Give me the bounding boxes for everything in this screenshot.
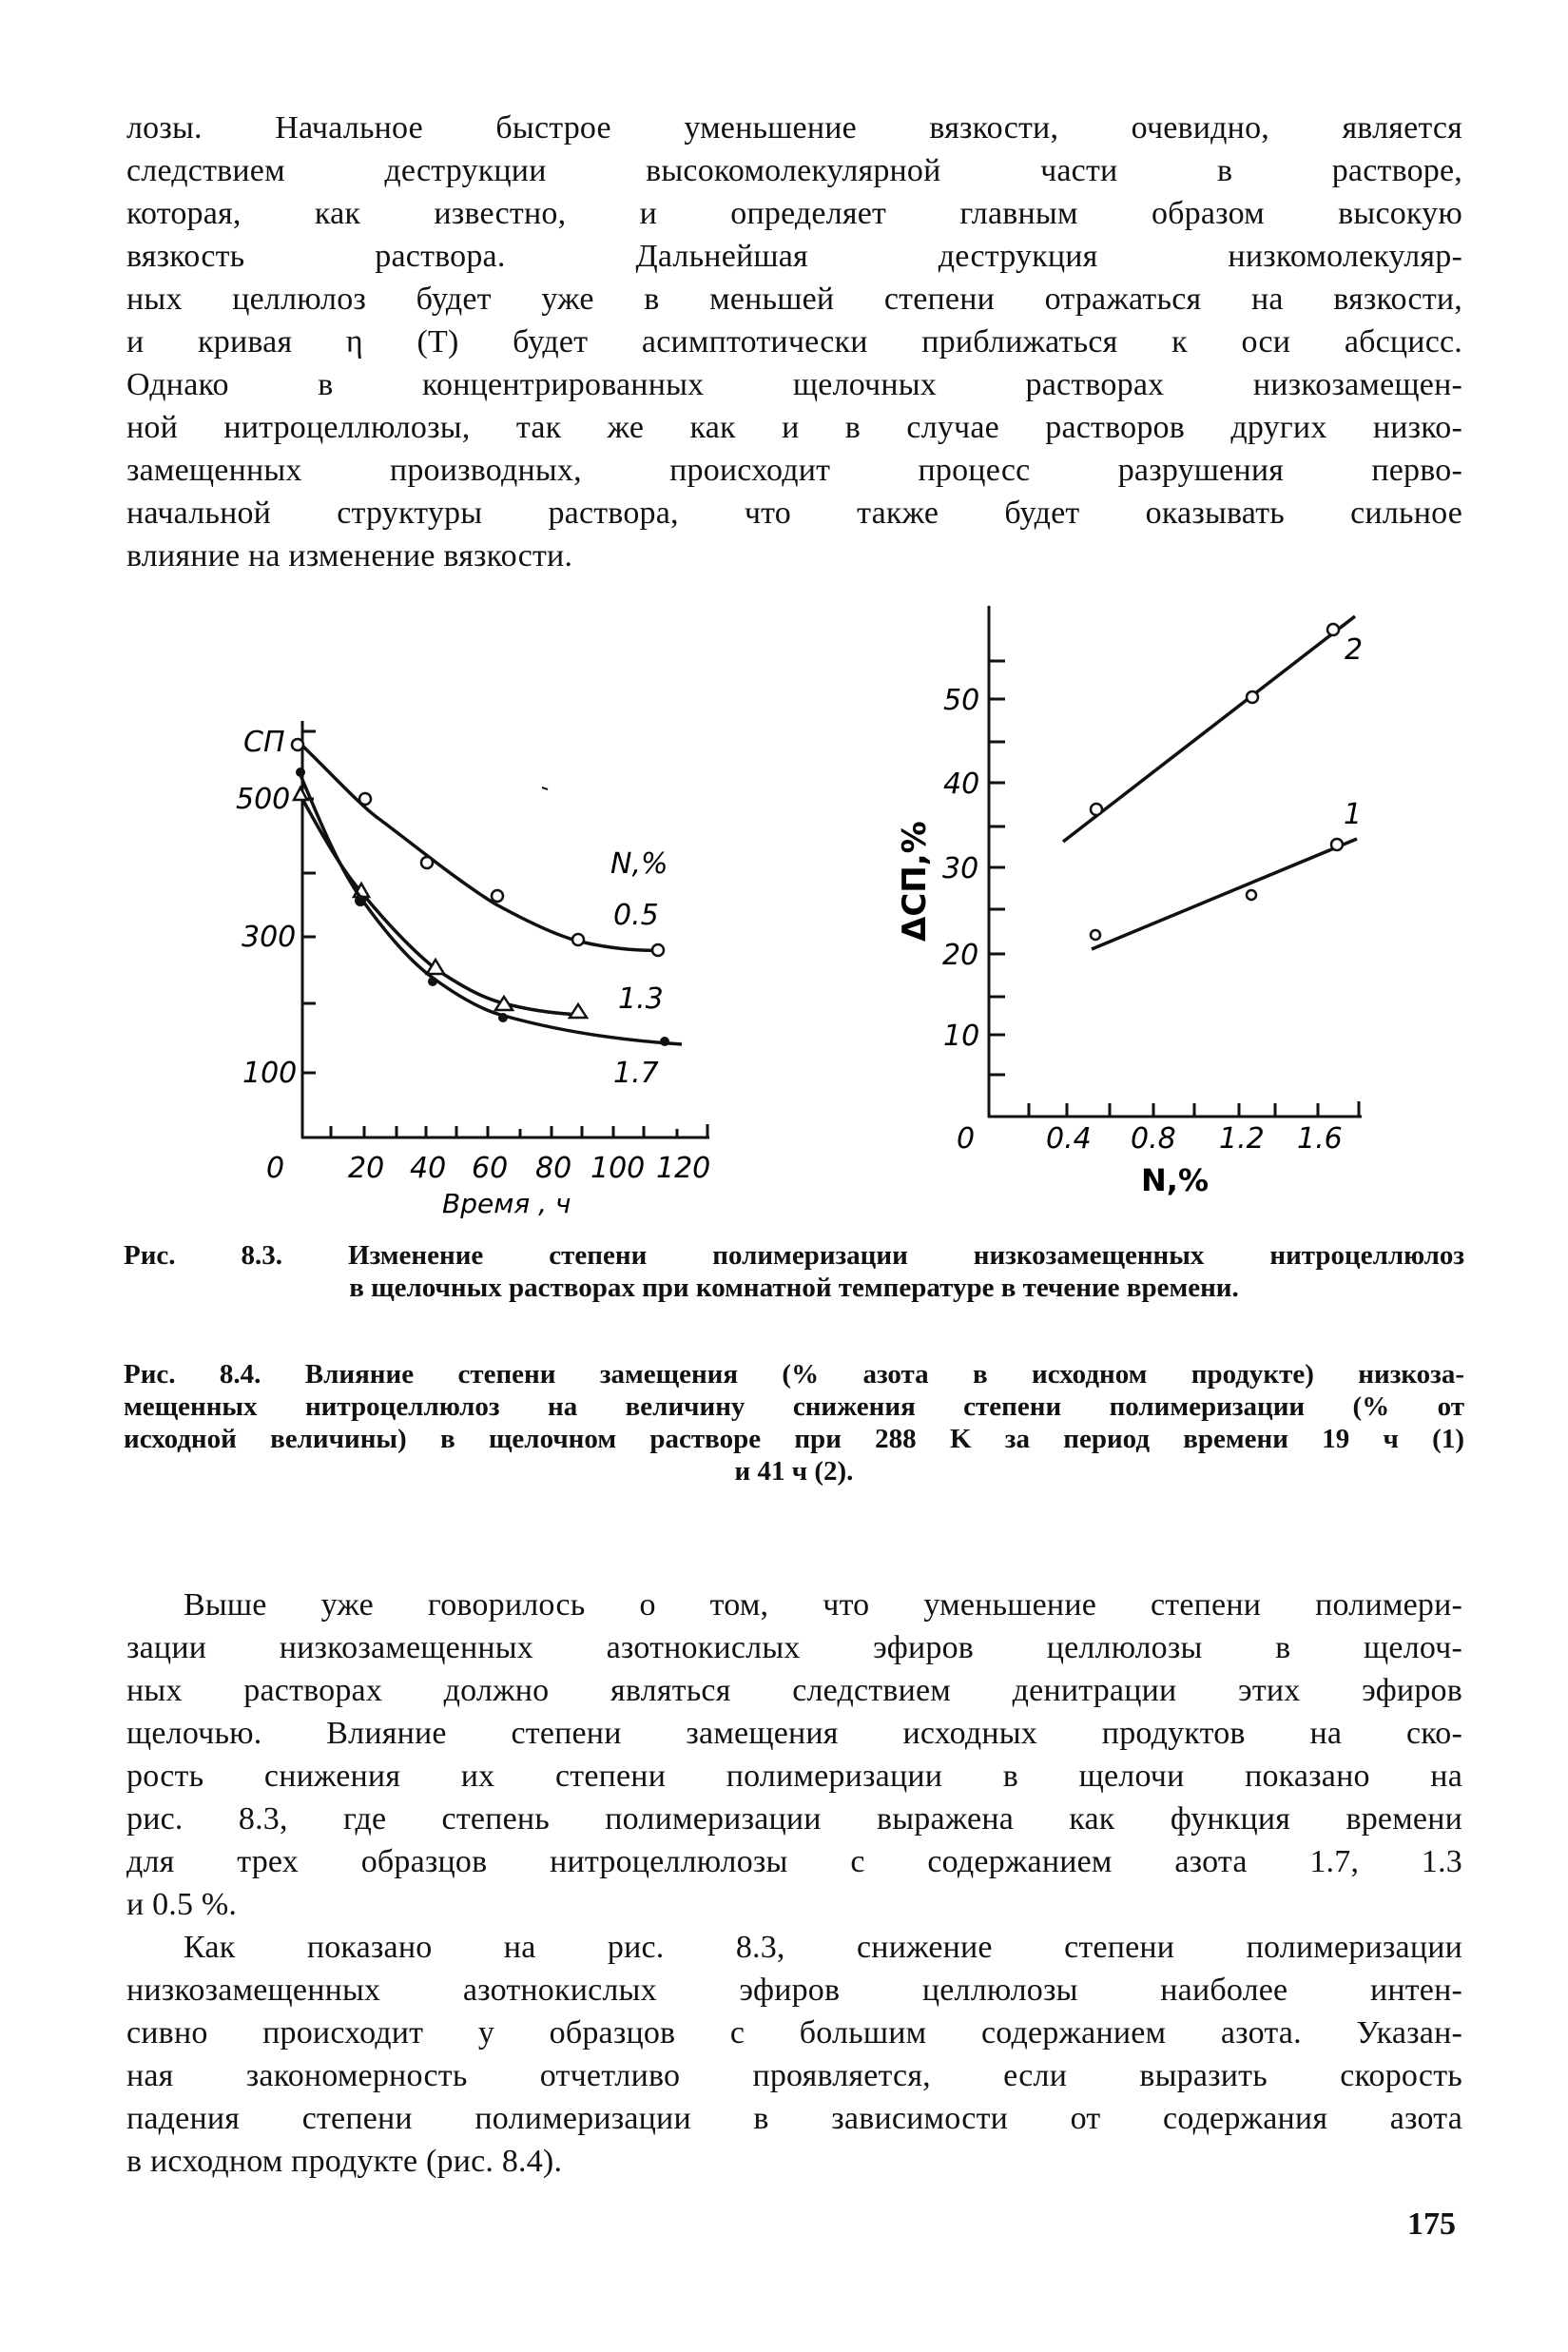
- y-tick-label: 10: [943, 1020, 980, 1053]
- text-line: зации низкозамещенных азотнокислых эфиров целлюлозы в щелоч-: [126, 1630, 1462, 1665]
- fit-line-series-2: [1063, 616, 1355, 842]
- text-line: сивно происходит у образцов с большим содержанием азота. Указан-: [126, 2015, 1462, 2051]
- x-tick-label: 1.2: [1219, 1122, 1265, 1156]
- series-label-1-7: 1.7: [613, 1057, 659, 1090]
- y-tick-label: 40: [943, 768, 980, 801]
- text-line: падения степени полимеризации в зависимости от содержания азота: [126, 2101, 1462, 2136]
- series-label-1-3: 1.3: [618, 982, 664, 1016]
- x-tick-label: 100: [590, 1152, 646, 1185]
- series-label-0-5: 0.5: [613, 899, 659, 932]
- figure-8-3-caption: [124, 1239, 1464, 1304]
- text-line: рость снижения их степени полимеризации в щелочи показано на: [126, 1759, 1462, 1794]
- y-tick-label: 300: [242, 921, 297, 954]
- text-line: влияние на изменение вязкости.: [126, 538, 573, 573]
- y-ticks: [989, 661, 1005, 1075]
- markers-series-2: [1091, 624, 1339, 815]
- text-line: ной нитроцеллюлозы, так же как и в случае растворов других низко-: [126, 410, 1462, 445]
- x-tick-label: 0: [266, 1152, 285, 1185]
- text-line: ных растворах должно являться следствием денитрации этих эфиров: [126, 1673, 1462, 1708]
- figure-8-3-chart: [228, 704, 761, 1219]
- x-tick-label: 20: [348, 1152, 385, 1185]
- x-axis-label: N,%: [1141, 1162, 1209, 1198]
- x-tick-label: 1.6: [1297, 1122, 1343, 1156]
- text-line: следствием деструкции высокомолекулярной части в растворе,: [126, 153, 1462, 188]
- fit-line-series-1: [1092, 839, 1357, 949]
- y-tick-label: 20: [942, 939, 979, 972]
- caption-line: Рис. 8.4. Влияние степени замещения (% азота в исходном продукте) низкоза-: [124, 1359, 1464, 1390]
- text-line: ных целлюлоз будет уже в меньшей степени отражаться на вязкости,: [126, 282, 1462, 317]
- body-paragraph-3: [126, 1926, 1462, 2183]
- text-line: рис. 8.3, где степень полимеризации выражена как функция времени: [126, 1801, 1462, 1837]
- text-line: щелочью. Влияние степени замещения исходных продуктов на ско-: [126, 1716, 1462, 1751]
- series-label-1: 1: [1344, 798, 1363, 831]
- series-label-2: 2: [1345, 633, 1364, 667]
- x-tick-label: 80: [535, 1152, 572, 1185]
- text-line: ная закономерность отчетливо проявляется, если выразить скорость: [126, 2058, 1462, 2093]
- x-tick-label: 120: [656, 1152, 711, 1185]
- text-line: Выше уже говорилось о том, что уменьшение степени полимери-: [184, 1587, 1462, 1623]
- y-tick-label: 50: [943, 684, 980, 717]
- origin-label: 0: [957, 1122, 976, 1156]
- text-line: Однако в концентрированных щелочных растворах низкозамещен-: [126, 367, 1462, 402]
- text-line: и кривая η (T) будет асимптотически приближаться к оси абсцисс.: [126, 324, 1462, 360]
- y-axis-label: СП: [243, 726, 285, 759]
- markers-n-0-5: [292, 739, 664, 956]
- text-line: начальной структуры раствора, что также будет оказывать сильное: [126, 496, 1462, 531]
- curve-n-0-5: [303, 747, 659, 950]
- figure-8-4-chart: [884, 590, 1379, 1198]
- text-line: в исходном продукте (рис. 8.4).: [126, 2144, 563, 2179]
- x-tick-label: 40: [410, 1152, 447, 1185]
- x-ticks: [331, 1124, 707, 1137]
- text-line: лозы. Начальное быстрое уменьшение вязкости, очевидно, является: [126, 110, 1462, 146]
- y-axis-label: ΔСП,%: [896, 821, 934, 942]
- caption-line: исходной величины) в щелочном растворе при 288 K за период времени 19 ч (1): [124, 1424, 1464, 1454]
- text-line: для трех образцов нитроцеллюлозы с содержанием азота 1.7, 1.3: [126, 1844, 1462, 1879]
- text-line: вязкость раствора. Дальнейшая деструкция низкомолекуляр-: [126, 239, 1462, 274]
- text-line: и 0.5 %.: [126, 1887, 238, 1922]
- x-tick-label: 0.8: [1131, 1122, 1176, 1156]
- legend-title: N,%: [610, 847, 668, 881]
- x-tick-label: 60: [472, 1152, 509, 1185]
- x-tick-label: 0.4: [1046, 1122, 1092, 1156]
- y-tick-label: 500: [236, 783, 291, 816]
- body-paragraph-2: [126, 1584, 1462, 1926]
- y-tick-label: 100: [242, 1057, 298, 1090]
- caption-line: Рис. 8.3. Изменение степени полимеризации низкозамещенных нитроцеллюлоз: [124, 1240, 1464, 1271]
- text-line: Как показано на рис. 8.3, снижение степени полимеризации: [184, 1930, 1462, 1965]
- text-line: низкозамещенных азотнокислых эфиров целлюлозы наиболее интен-: [126, 1973, 1462, 2008]
- y-tick-label: 30: [942, 852, 979, 885]
- caption-line: в щелочных растворах при комнатной температуре в течение времени.: [349, 1273, 1239, 1303]
- top-paragraph: [126, 107, 1462, 577]
- text-line: которая, как известно, и определяет главным образом высокую: [126, 196, 1462, 231]
- figure-8-4-caption: [124, 1358, 1464, 1487]
- page-number: 175: [1407, 2206, 1456, 2242]
- markers-series-1: [1091, 839, 1343, 940]
- x-axis-label: Время , ч: [442, 1188, 571, 1219]
- caption-line: мещенных нитроцеллюлоз на величину снижения степени полимеризации (% от: [124, 1391, 1464, 1422]
- caption-line: и 41 ч (2).: [734, 1456, 854, 1487]
- text-line: замещенных производных, происходит процесс разрушения перво-: [126, 453, 1462, 488]
- x-ticks: [1029, 1101, 1359, 1117]
